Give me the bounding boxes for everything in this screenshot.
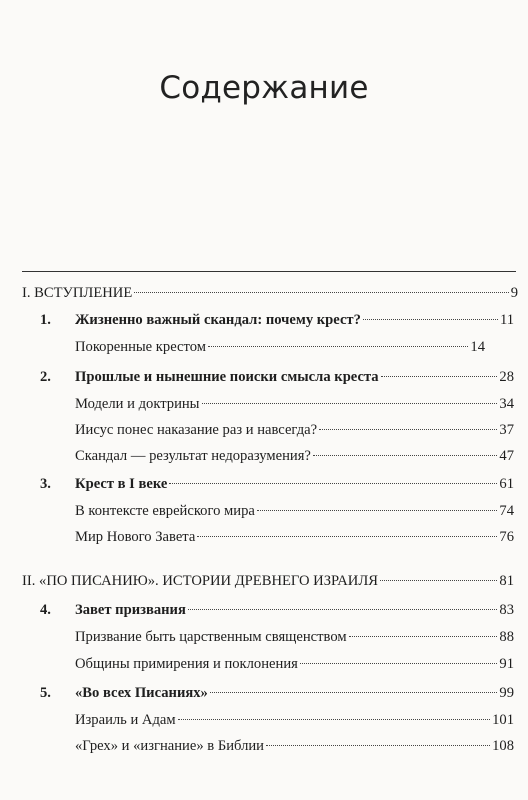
toc-entry-page: 83 bbox=[499, 602, 514, 618]
toc-entry-title: II. «ПО ПИСАНИЮ». ИСТОРИИ ДРЕВНЕГО ИЗРАИЛЯ bbox=[22, 573, 378, 589]
toc-entry-number: 2. bbox=[40, 369, 51, 385]
dot-leader bbox=[380, 580, 497, 581]
dot-leader bbox=[349, 636, 498, 637]
toc-entry-section bbox=[75, 710, 514, 730]
dot-leader bbox=[169, 483, 497, 484]
toc-entry-title: Покоренные крестом bbox=[75, 339, 206, 355]
toc-entry-section bbox=[75, 627, 514, 647]
dot-leader bbox=[197, 536, 497, 537]
dot-leader bbox=[208, 346, 468, 347]
toc-entry-page: 37 bbox=[499, 422, 514, 438]
dot-leader bbox=[188, 609, 498, 610]
toc-entry-section bbox=[75, 420, 514, 440]
toc-entry-title: Скандал — результат недоразумения? bbox=[75, 448, 311, 464]
dot-leader bbox=[134, 292, 508, 293]
toc-entry-section bbox=[75, 654, 514, 674]
toc-entry-title: Завет призвания bbox=[75, 602, 186, 618]
toc-entry-page: 74 bbox=[499, 503, 514, 519]
dot-leader bbox=[313, 455, 498, 456]
toc-entry-chapter-1 bbox=[40, 310, 514, 330]
toc-entry-section bbox=[75, 394, 514, 414]
toc-entry-section bbox=[75, 501, 514, 521]
toc-entry-page: 101 bbox=[492, 712, 514, 728]
toc-entry-number: 4. bbox=[40, 602, 51, 618]
toc-entry-page: 88 bbox=[499, 629, 514, 645]
toc-entry-page: 34 bbox=[499, 396, 514, 412]
toc-entry-number: 3. bbox=[40, 476, 51, 492]
toc-entry-title: Модели и доктрины bbox=[75, 396, 200, 412]
toc-entry-page: 14 bbox=[470, 339, 485, 355]
dot-leader bbox=[300, 663, 498, 664]
toc-entry-chapter-4 bbox=[40, 600, 514, 620]
page-title: Содержание bbox=[159, 70, 369, 106]
toc-entry-title: Жизненно важный скандал: почему крест? bbox=[75, 312, 361, 328]
toc-entry-title: Призвание быть царственным священством bbox=[75, 629, 347, 645]
toc-entry-title: Общины примирения и поклонения bbox=[75, 656, 298, 672]
toc-entry-page: 61 bbox=[499, 476, 514, 492]
dot-leader bbox=[381, 376, 498, 377]
toc-entry-section bbox=[75, 736, 514, 756]
dot-leader bbox=[257, 510, 498, 511]
toc-entry-chapter-5 bbox=[40, 683, 514, 703]
toc-entry-part-2 bbox=[22, 571, 514, 591]
toc-entry-chapter-3 bbox=[40, 474, 514, 494]
dot-leader bbox=[363, 319, 498, 320]
toc-entry-page: 11 bbox=[499, 312, 514, 328]
toc-entry-part-1 bbox=[22, 283, 518, 303]
toc-entry-page: 9 bbox=[510, 285, 518, 301]
dot-leader bbox=[178, 719, 490, 720]
toc-entry-title: Иисус понес наказание раз и навсегда? bbox=[75, 422, 318, 438]
toc-entry-number: 1. bbox=[40, 312, 51, 328]
dot-leader bbox=[319, 429, 497, 430]
toc-entry-title: Крест в I веке bbox=[75, 476, 168, 492]
dot-leader bbox=[266, 745, 490, 746]
toc-entry-page: 108 bbox=[492, 738, 514, 754]
toc-entry-section bbox=[75, 337, 485, 357]
toc-entry-page: 76 bbox=[499, 529, 514, 545]
toc-entry-section bbox=[75, 527, 514, 547]
toc-entry-title: I. ВСТУПЛЕНИЕ bbox=[22, 285, 133, 301]
toc-entry-title: В контексте еврейского мира bbox=[75, 503, 255, 519]
dot-leader bbox=[202, 403, 498, 404]
toc-entry-number: 5. bbox=[40, 685, 51, 701]
toc-entry-title: «Грех» и «изгнание» в Библии bbox=[75, 738, 264, 754]
toc-entry-page: 28 bbox=[499, 369, 514, 385]
toc-entry-title: Израиль и Адам bbox=[75, 712, 176, 728]
toc-entry-page: 91 bbox=[499, 656, 514, 672]
toc-entry-chapter-2 bbox=[40, 367, 514, 387]
toc-entry-title: Мир Нового Завета bbox=[75, 529, 196, 545]
toc-entry-page: 99 bbox=[499, 685, 514, 701]
toc-entry-section bbox=[75, 446, 514, 466]
toc-entry-page: 47 bbox=[499, 448, 514, 464]
toc-entry-title: «Во всех Писаниях» bbox=[75, 685, 208, 701]
toc-entry-title: Прошлые и нынешние поиски смысла креста bbox=[75, 369, 379, 385]
dot-leader bbox=[210, 692, 498, 693]
toc-entry-page: 81 bbox=[499, 573, 514, 589]
